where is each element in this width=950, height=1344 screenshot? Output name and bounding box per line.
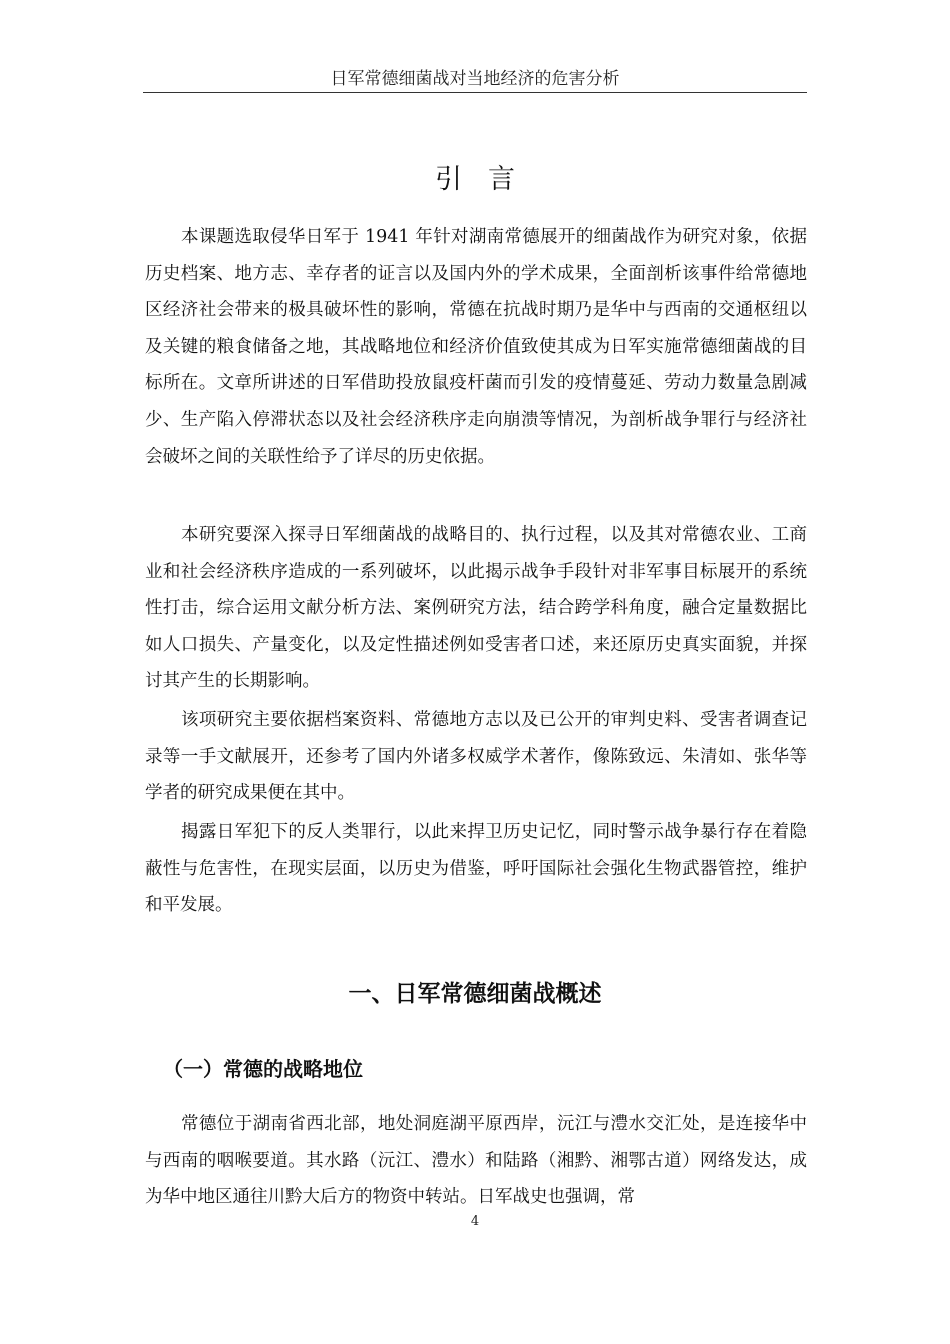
section-paragraph-1: 常德位于湖南省西北部，地处洞庭湖平原西岸，沅江与澧水交汇处，是连接华中与西南的咽喉要道。其水路（沅江、澧水）和陆路（湘黔、湘鄂古道）网络发达，成为华中地区通往川黔大后方的物资中转站。日军战史也强调，常: [145, 1114, 807, 1208]
introduction-paragraph-3: 该项研究主要依据档案资料、常德地方志以及已公开的审判史料、受害者调查记录等一手文献展开，还参考了国内外诸多权威学术著作，像陈致远、朱清如、张华等学者的研究成果便在其中。: [145, 710, 807, 804]
introduction-paragraph-4: 揭露日军犯下的反人类罪行，以此来捍卫历史记忆，同时警示战争暴行存在着隐蔽性与危害性，在现实层面，以历史为借鉴，呼吁国际社会强化生物武器管控，维护和平发展。: [145, 822, 807, 916]
introduction-title: 引言: [435, 164, 541, 195]
section-title: （一）常德的战略地位: [163, 1057, 363, 1081]
page-number: 4: [470, 1214, 480, 1229]
chapter-title: 一、日军常德细菌战概述: [348, 981, 602, 1007]
introduction-paragraph-1: 本课题选取侵华日军于 1941 年针对湖南常德展开的细菌战作为研究对象，依据历史档案、地方志、幸存者的证言以及国内外的学术成果，全面剖析该事件给常德地区经济社会带来的极具破坏性的影响，常德在抗战时期乃是华中与西南的交通枢纽以及关键的粮食储备之地，其战略地位和经济价值致使其成为日军实施常德细菌战的目标所在。文章所讲述的日军借助投放鼠疫杆菌而引发的疫情蔓延、劳动力数量急剧减少、生产陷入停滞状态以及社会经济秩序走向崩溃等情况，为剖析战争罪行与经济社会破坏之间的关联性给予了详尽的历史依据。: [145, 227, 807, 467]
running-header: 日军常德细菌战对当地经济的危害分析: [143, 66, 807, 93]
introduction-paragraph-2: 本研究要深入探寻日军细菌战的战略目的、执行过程，以及其对常德农业、工商业和社会经济秩序造成的一系列破坏，以此揭示战争手段针对非军事目标展开的系统性打击，综合运用文献分析方法、案例研究方法，结合跨学科角度，融合定量数据比如人口损失、产量变化，以及定性描述例如受害者口述，来还原历史真实面貌，并探讨其产生的长期影响。: [145, 525, 807, 692]
